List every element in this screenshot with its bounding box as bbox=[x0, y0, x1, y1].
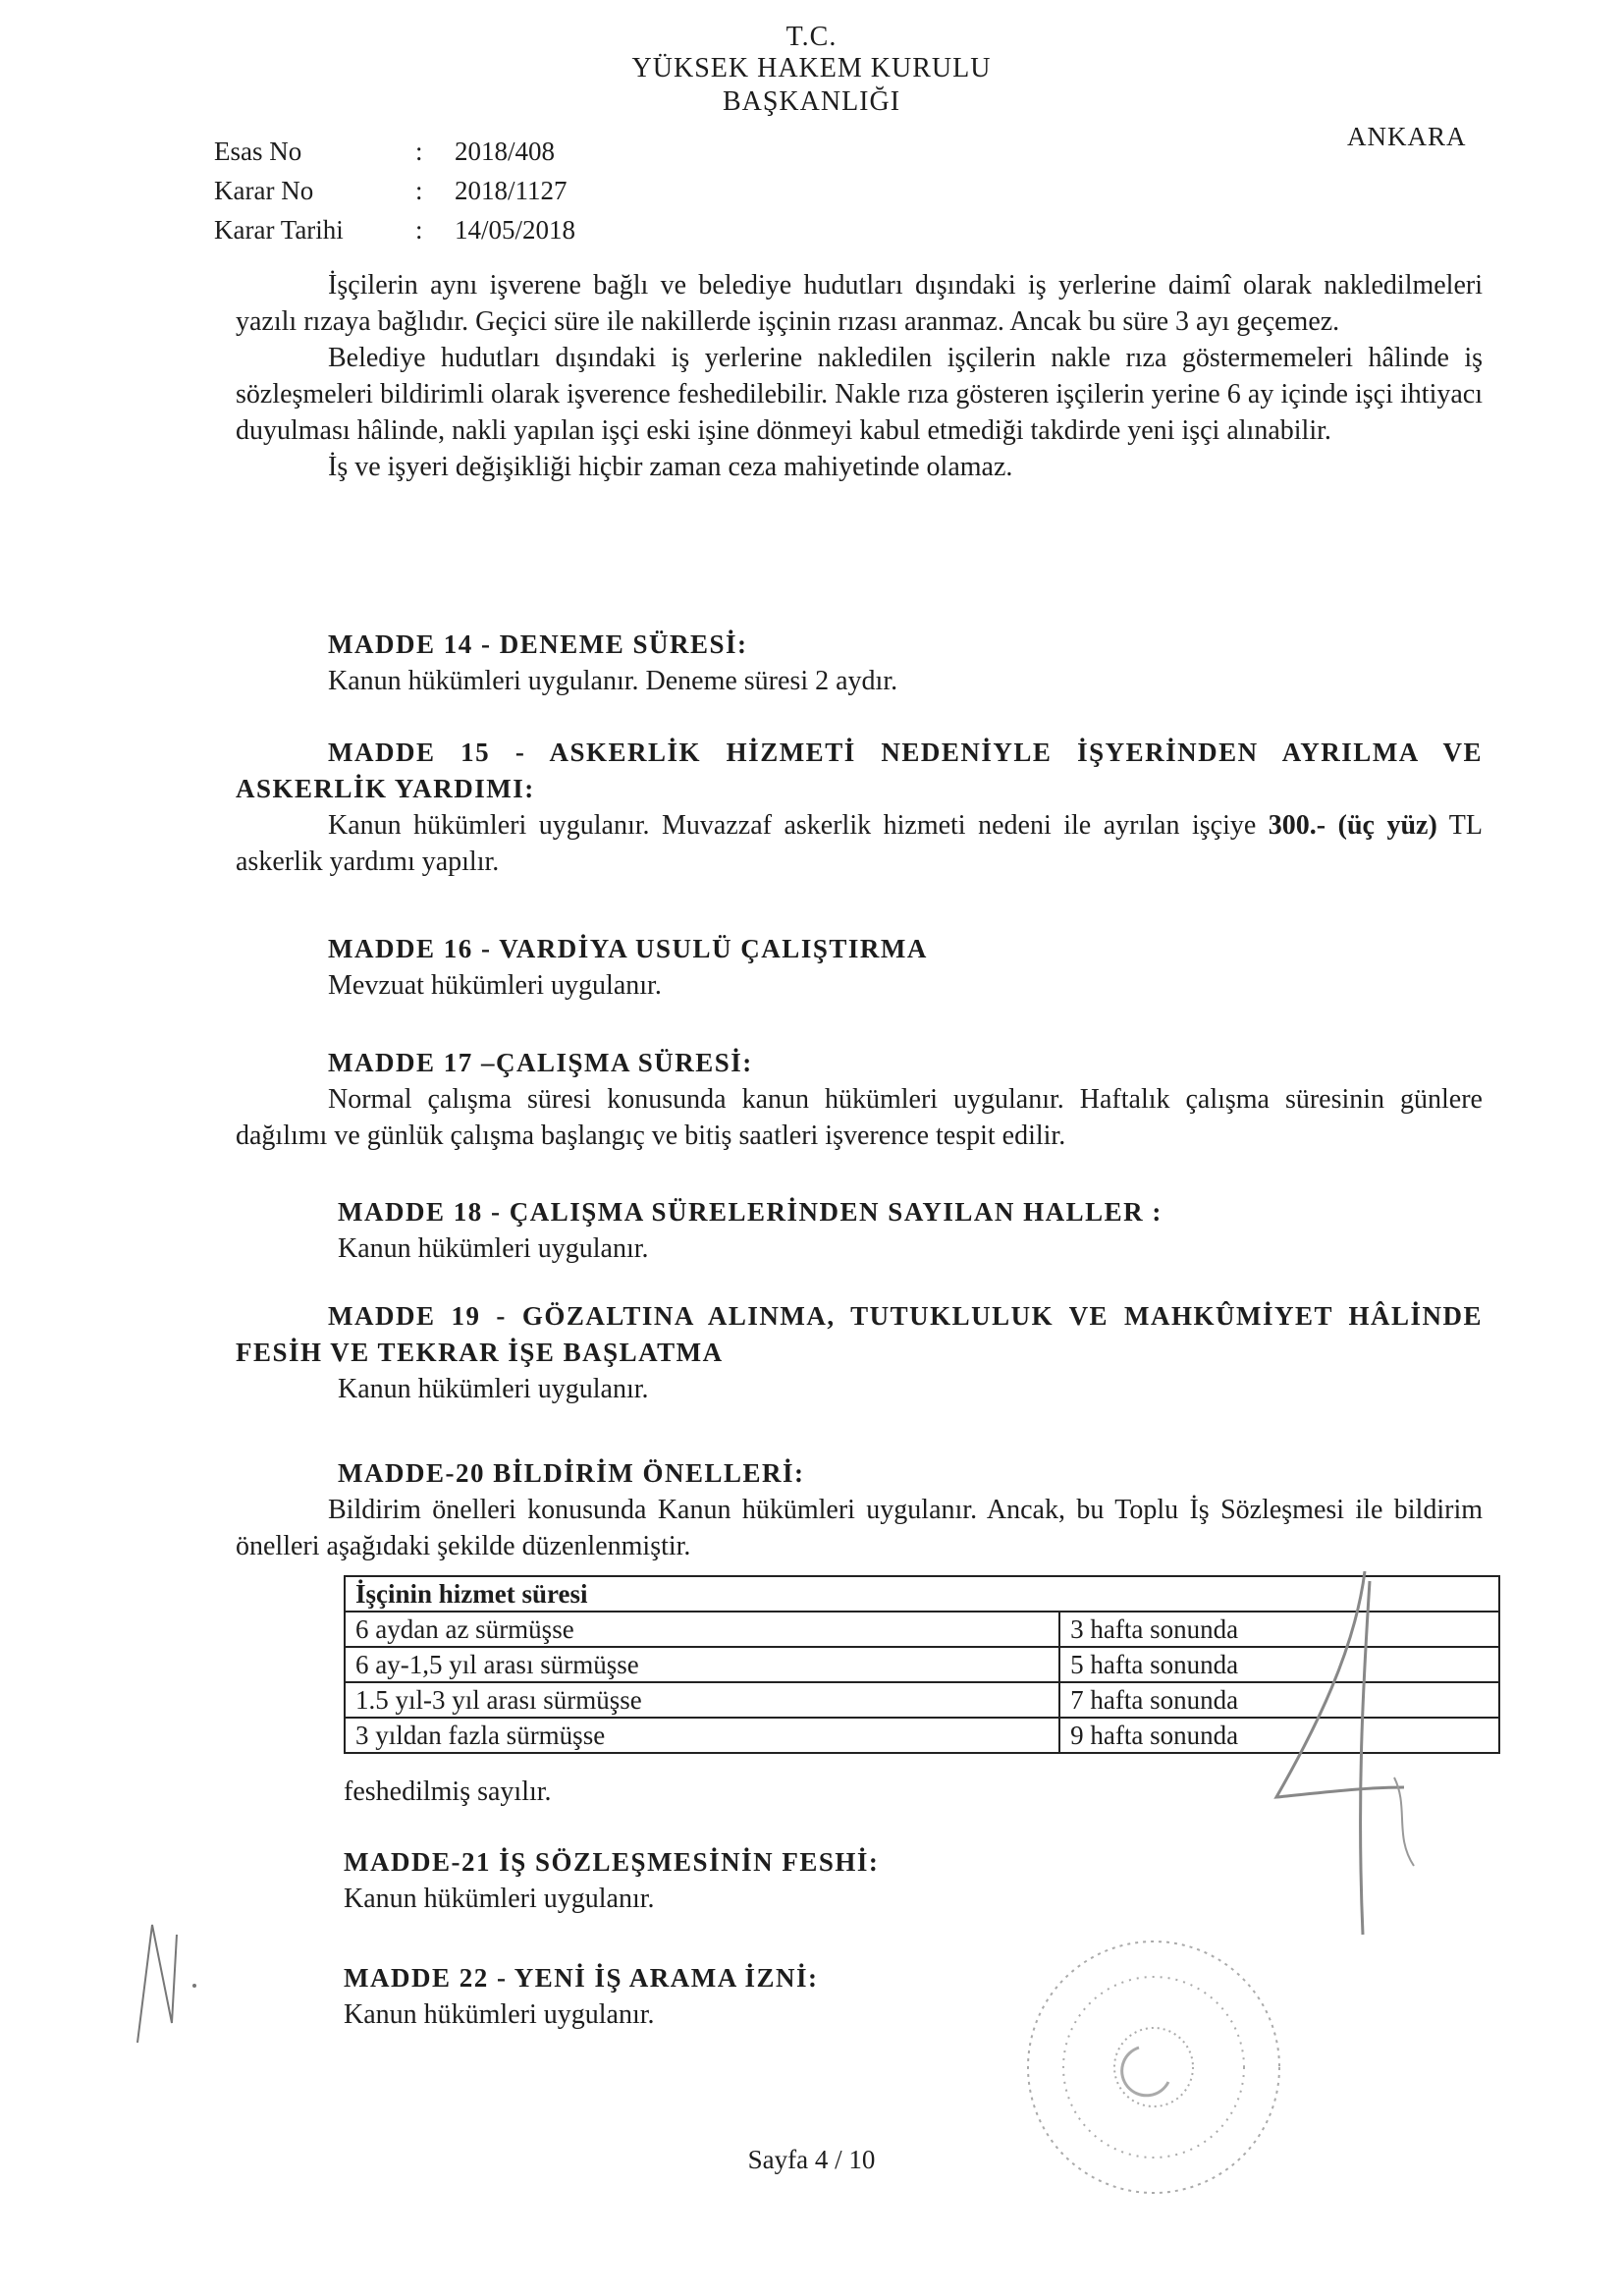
meta-row-esas bbox=[214, 132, 575, 171]
article-18-title: MADDE 18 - ÇALIŞMA SÜRELERİNDEN SAYILAN HALLER : bbox=[338, 1197, 1163, 1227]
article-17-text: Normal çalışma süresi konusunda kanun hükümleri uygulanır. Haftalık çalışma süresinin günlere dağılımı ve günlük çalışma başlangıç ve bitiş saatleri işverence tespit edilir. bbox=[236, 1084, 1483, 1151]
header-city: ANKARA bbox=[1347, 122, 1467, 151]
header-tc: T.C. bbox=[785, 22, 838, 52]
article-15-title: MADDE 15 - ASKERLİK HİZMETİ NEDENİYLE İŞYERİNDEN AYRILMA VE ASKERLİK YARDIMI: bbox=[236, 738, 1483, 803]
meta-value: 2018/408 bbox=[455, 137, 556, 166]
header-institution: YÜKSEK HAKEM KURULU bbox=[631, 53, 992, 83]
article-14 bbox=[236, 627, 1483, 699]
article-15 bbox=[236, 735, 1483, 880]
article-22-text: Kanun hükümleri uygulanır. bbox=[344, 1999, 655, 2030]
handwritten-page-number-signature bbox=[1247, 1542, 1443, 1954]
article-20-after: feshedilmiş sayılır. bbox=[344, 1777, 552, 1807]
table-header-cell: İşçinin hizmet süresi bbox=[345, 1576, 1499, 1612]
article-16 bbox=[236, 931, 1483, 1004]
official-seal-stamp bbox=[1011, 1925, 1296, 2210]
article-19-text: Kanun hükümleri uygulanır. bbox=[338, 1374, 649, 1404]
article-20-title: MADDE-20 BİLDİRİM ÖNELLERİ: bbox=[338, 1458, 805, 1488]
meta-sep: : bbox=[415, 176, 423, 205]
article-14-text: Kanun hükümleri uygulanır. Deneme süresi 2 aydır. bbox=[328, 666, 898, 696]
meta-key: Esas No bbox=[214, 137, 302, 166]
article-17 bbox=[236, 1045, 1483, 1154]
meta-key: Karar Tarihi bbox=[214, 215, 344, 245]
meta-row-tarih bbox=[214, 210, 575, 249]
article-15-text-pre: Kanun hükümleri uygulanır. Muvazzaf askerlik hizmeti nedeni ile ayrılan işçiye bbox=[328, 810, 1269, 841]
table-cell-notice: 7 hafta sonunda bbox=[1059, 1682, 1499, 1718]
article-20-text: Bildirim önelleri konusunda Kanun hükümleri uygulanır. Ancak, bu Toplu İş Sözleşmesi ile bildirim önelleri aşağıdaki şekilde düzenlenmiştir. bbox=[236, 1495, 1483, 1561]
table-cell-notice: 5 hafta sonunda bbox=[1059, 1647, 1499, 1682]
meta-key: Karar No bbox=[214, 176, 314, 205]
article-19 bbox=[236, 1298, 1483, 1407]
table-cell-duration: 6 aydan az sürmüşse bbox=[345, 1612, 1059, 1647]
meta-value: 14/05/2018 bbox=[455, 215, 576, 245]
article-16-title: MADDE 16 - VARDİYA USULÜ ÇALIŞTIRMA bbox=[328, 934, 928, 963]
article-17-title: MADDE 17 –ÇALIŞMA SÜRESİ: bbox=[328, 1048, 753, 1077]
intro-paragraph-3: İş ve işyeri değişikliği hiçbir zaman ceza mahiyetinde olamaz. bbox=[328, 452, 1013, 482]
meta-sep: : bbox=[415, 215, 423, 245]
case-metadata bbox=[214, 132, 575, 249]
intro-section bbox=[236, 267, 1483, 485]
handwritten-initials bbox=[118, 1915, 206, 2052]
meta-row-karar bbox=[214, 171, 575, 210]
table-cell-duration: 3 yıldan fazla sürmüşse bbox=[345, 1718, 1059, 1753]
meta-value: 2018/1127 bbox=[455, 176, 568, 205]
page-number: Sayfa 4 / 10 bbox=[747, 2145, 876, 2174]
article-19-title: MADDE 19 - GÖZALTINA ALINMA, TUTUKLULUK VE MAHKÛMİYET HÂLİNDE FESİH VE TEKRAR İŞE BAŞLATMA bbox=[236, 1301, 1483, 1367]
article-15-text-post: TL askerlik yardımı yapılır. bbox=[236, 810, 1484, 877]
meta-sep: : bbox=[415, 137, 423, 166]
table-cell-notice: 3 hafta sonunda bbox=[1059, 1612, 1499, 1647]
article-18 bbox=[236, 1194, 1483, 1267]
article-15-text bbox=[236, 807, 1483, 880]
article-22-title: MADDE 22 - YENİ İŞ ARAMA İZNİ: bbox=[344, 1963, 819, 1993]
article-18-text: Kanun hükümleri uygulanır. bbox=[338, 1233, 649, 1264]
article-14-title: MADDE 14 - DENEME SÜRESİ: bbox=[328, 629, 748, 659]
table-cell-duration: 1.5 yıl-3 yıl arası sürmüşse bbox=[345, 1682, 1059, 1718]
intro-paragraph-1: İşçilerin aynı işverene bağlı ve belediye hudutları dışındaki iş yerlerine daimî olarak nakledilmeleri yazılı rızaya bağlıdır. Geçici süre ile nakillerde işçinin rızası aranmaz. Ancak bu süre 3 ayı geçemez. bbox=[236, 270, 1483, 337]
article-21-title: MADDE-21 İŞ SÖZLEŞMESİNİN FESHİ: bbox=[344, 1847, 880, 1877]
intro-paragraph-2: Belediye hudutları dışındaki iş yerlerine nakledilen işçilerin nakle rıza göstermemeleri hâlinde iş sözleşmeleri bildirimli olarak işverence feshedilebilir. Nakle rıza gösteren işçilerin yerine 6 ay içinde işçi ihtiyacı duyulması hâlinde, nakli yapılan işçi eski işine dönmeyi kabul etmediği takdirde yeni işçi alınabilir. bbox=[236, 343, 1483, 446]
article-16-text: Mevzuat hükümleri uygulanır. bbox=[328, 970, 662, 1001]
table-cell-notice: 9 hafta sonunda bbox=[1059, 1718, 1499, 1753]
table-cell-duration: 6 ay-1,5 yıl arası sürmüşse bbox=[345, 1647, 1059, 1682]
article-15-amount: 300.- (üç yüz) bbox=[1268, 810, 1437, 841]
article-21-text: Kanun hükümleri uygulanır. bbox=[344, 1884, 655, 1914]
header-presidency: BAŞKANLIĞI bbox=[722, 86, 901, 117]
